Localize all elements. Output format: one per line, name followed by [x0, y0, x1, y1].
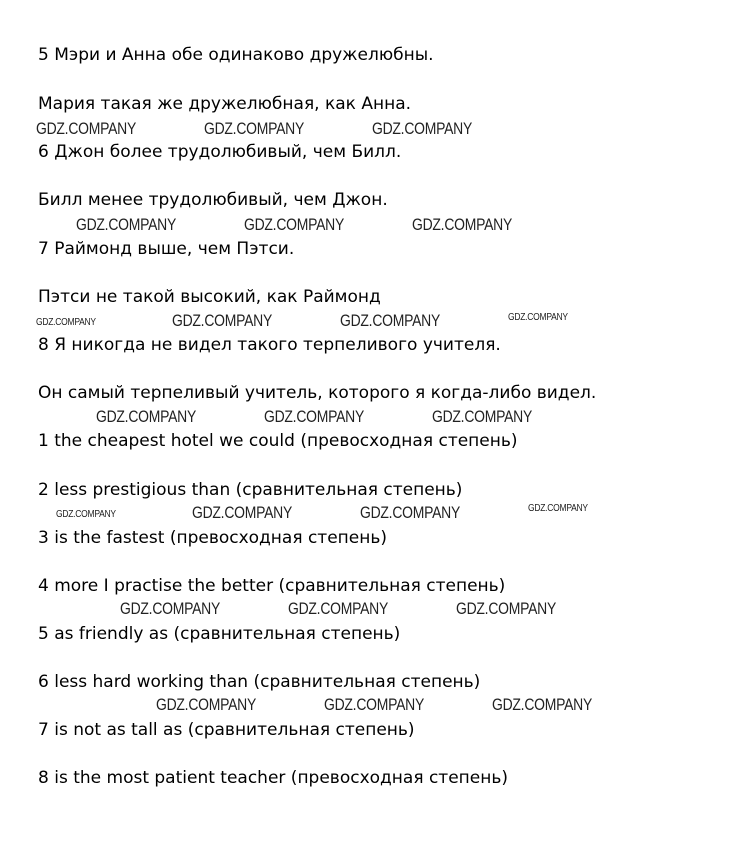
text-line-8: Он самый терпеливый учитель, которого я когда-либо видел. — [38, 383, 597, 403]
watermark: GDZ.COMPANY — [172, 311, 273, 330]
watermark: GDZ.COMPANY — [288, 599, 389, 618]
watermark: GDZ.COMPANY — [412, 215, 513, 234]
watermark: GDZ.COMPANY — [192, 503, 293, 522]
text-line-15: 7 is not as tall as (сравнительная степень) — [38, 720, 415, 740]
text-line-4: Билл менее трудолюбивый, чем Джон. — [38, 190, 388, 210]
watermark: GDZ.COMPANY — [360, 503, 461, 522]
text-line-1: 5 Мэри и Анна обе одинаково дружелюбны. — [38, 45, 434, 65]
text-line-10: 2 less prestigious than (сравнительная степень) — [38, 480, 463, 500]
watermark: GDZ.COMPANY — [156, 695, 257, 714]
text-line-6: Пэтси не такой высокий, как Раймонд — [38, 287, 381, 307]
watermark: GDZ.COMPANY — [36, 317, 96, 328]
text-line-2: Мария такая же дружелюбная, как Анна. — [38, 94, 412, 114]
watermark: GDZ.COMPANY — [76, 215, 177, 234]
watermark: GDZ.COMPANY — [340, 311, 441, 330]
watermark: GDZ.COMPANY — [96, 407, 197, 426]
watermark: GDZ.COMPANY — [324, 695, 425, 714]
text-line-12: 4 more I practise the better (сравнительная степень) — [38, 576, 506, 596]
text-line-5: 7 Раймонд выше, чем Пэтси. — [38, 239, 295, 259]
watermark: GDZ.COMPANY — [244, 215, 345, 234]
text-line-13: 5 as friendly as (сравнительная степень) — [38, 624, 401, 644]
watermark: GDZ.COMPANY — [432, 407, 533, 426]
text-line-7: 8 Я никогда не видел такого терпеливого учителя. — [38, 335, 501, 355]
watermark: GDZ.COMPANY — [120, 599, 221, 618]
watermark: GDZ.COMPANY — [372, 119, 473, 138]
watermark: GDZ.COMPANY — [492, 695, 593, 714]
watermark: GDZ.COMPANY — [264, 407, 365, 426]
text-line-16: 8 is the most patient teacher (превосходная степень) — [38, 768, 508, 788]
text-line-9: 1 the cheapest hotel we could (превосходная степень) — [38, 431, 518, 451]
watermark: GDZ.COMPANY — [56, 509, 116, 520]
text-line-11: 3 is the fastest (превосходная степень) — [38, 528, 388, 548]
watermark: GDZ.COMPANY — [528, 503, 588, 514]
watermark: GDZ.COMPANY — [456, 599, 557, 618]
watermark: GDZ.COMPANY — [36, 119, 137, 138]
text-line-3: 6 Джон более трудолюбивый, чем Билл. — [38, 142, 402, 162]
watermark: GDZ.COMPANY — [204, 119, 305, 138]
text-line-14: 6 less hard working than (сравнительная степень) — [38, 672, 481, 692]
watermark: GDZ.COMPANY — [508, 312, 568, 323]
